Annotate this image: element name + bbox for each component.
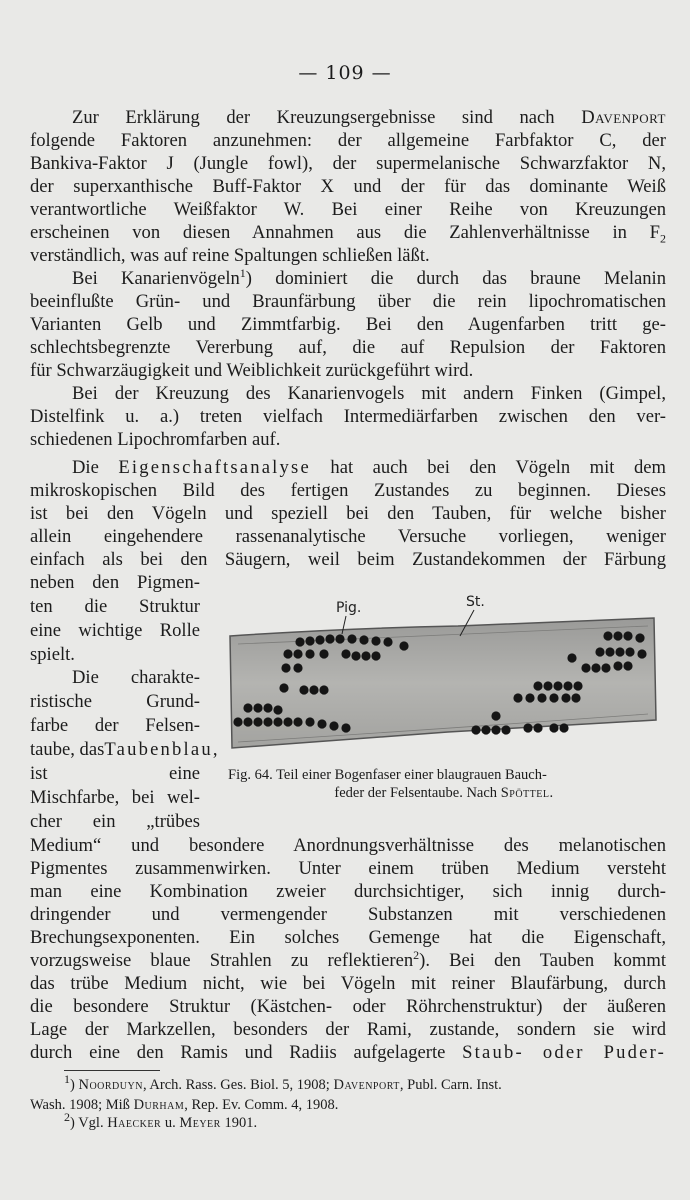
text-line: einfach als bei den Säugern, weil beim Zustandekommen der Färbung [30, 549, 666, 570]
footnote-rule [64, 1070, 160, 1071]
text-line: Brechungsexponenten. Ein solches Gemenge hat die Eigenschaft, [30, 927, 666, 948]
text-line: verständlich, was auf reine Spaltungen schließen läßt. [30, 245, 430, 266]
text-line: Die Eigenschaftsanalyse hat auch bei den Vögeln mit dem [72, 457, 666, 478]
text-line: durch eine den Ramis und Radiis aufgelagerte Staub- oder Puder- [30, 1042, 667, 1063]
text-line: ristische Grund- [30, 691, 200, 712]
footnote-1-cont: Wash. 1908; Miß Durham, Rep. Ev. Comm. 4, 1908. [30, 1097, 339, 1113]
text-line: Bei Kanarienvögeln$^1$) dominiert die durch das braune Melanin [72, 265, 666, 289]
text-line: cher ein „trübes [30, 811, 200, 832]
footnote-1: $^1$) Noorduyn, Arch. Rass. Ges. Biol. 5, 1908; Davenport, Publ. Carn. Inst. [64, 1072, 502, 1093]
text-line: die besondere Struktur (Kästchen- oder Röhrchenstruktur) der äußeren [30, 996, 666, 1017]
text-line: Pigmentes zusammenwirken. Unter einem trüben Medium versteht [30, 858, 666, 879]
text-line: für Schwarzäugigkeit und Weiblichkeit zurückgeführt wird. [30, 360, 474, 381]
text-line: taube, dasTaubenblau, [30, 739, 220, 760]
text-line: ten die Struktur [30, 596, 200, 617]
text-line: Distelfink u. a.) treten vielfach Intermediärfarben zwischen den ver- [30, 406, 666, 427]
text-line: Bei der Kreuzung des Kanarienvogels mit andern Finken (Gimpel, [72, 383, 666, 404]
text-line: erscheinen von diesen Annahmen aus die Zahlenverhältnisse in $F_2$ [30, 222, 666, 246]
text-line: schlechtsbegrenzte Vererbung auf, die auf Repulsion der Faktoren [30, 337, 666, 358]
footnote-2: $^2$) Vgl. Haecker u. Meyer 1901. [64, 1110, 258, 1131]
text-line: spielt. [30, 644, 75, 665]
text-line: Bankiva-Faktor J (Jungle fowl), der supermelanische Schwarzfaktor N, [30, 153, 666, 174]
figure-feather-barbule [228, 592, 658, 762]
label-st: St. [466, 594, 485, 610]
text-line: folgende Faktoren anzunehmen: der allgemeine Farbfaktor C, der [30, 130, 666, 151]
figure-caption: Fig. 64. Teil einer Bogenfaser einer blaugrauen Bauch- feder der Felsentaube. Nach Spöttel. [228, 767, 554, 801]
text-line: neben den Pigmen- [30, 572, 200, 593]
text-line: farbe der Felsen- [30, 715, 200, 736]
text-line: ist bei den Vögeln und speziell bei den Tauben, für welche bisher [30, 503, 666, 524]
text-line: man eine Kombination zweier durchsichtiger, sich innig durch- [30, 881, 666, 902]
text-line: Zur Erklärung der Kreuzungsergebnisse sind nach Davenport [72, 107, 666, 128]
text-line: Varianten Gelb und Zimmtfarbig. Bei den Augenfarben tritt ge- [30, 314, 666, 335]
text-line: schiedenen Lipochromfarben auf. [30, 429, 281, 450]
text-line: allein eingehendere rassenanalytische Versuche vorliegen, weniger [30, 526, 666, 547]
text-line: dringender und vermengender Substanzen mit verschiedenen [30, 904, 666, 925]
text-line: verantwortliche Weißfaktor W. Bei einer Reihe von Kreuzungen [30, 199, 666, 220]
text-line: der superxanthische Buff-Faktor X und der für das dominante Weiß [30, 176, 666, 197]
text-line: vorzugsweise blaue Strahlen zu reflektieren$^2$). Bei den Tauben kommt [30, 947, 666, 971]
text-line: eine wichtige Rolle [30, 620, 200, 641]
text-line: Mischfarbe, bei wel- [30, 787, 200, 808]
page-number: — 109 — [298, 62, 392, 84]
text-line: beeinflußte Grün- und Braunfärbung über die rein lipochromatischen [30, 291, 666, 312]
text-line: Medium“ und besondere Anordnungsverhältnisse des melanotischen [30, 835, 666, 856]
label-pig: Pig. [336, 600, 362, 616]
text-line: mikroskopischen Bild des fertigen Zustandes zu beginnen. Dieses [30, 480, 666, 501]
text-line: ist eine [30, 763, 200, 784]
text-line: das trübe Medium nicht, wie bei Vögeln mit reiner Blaufärbung, durch [30, 973, 666, 994]
text-line: Lage der Markzellen, besonders der Rami, zustande, sondern sie wird [30, 1019, 666, 1040]
text-line: Die charakte- [72, 667, 200, 688]
